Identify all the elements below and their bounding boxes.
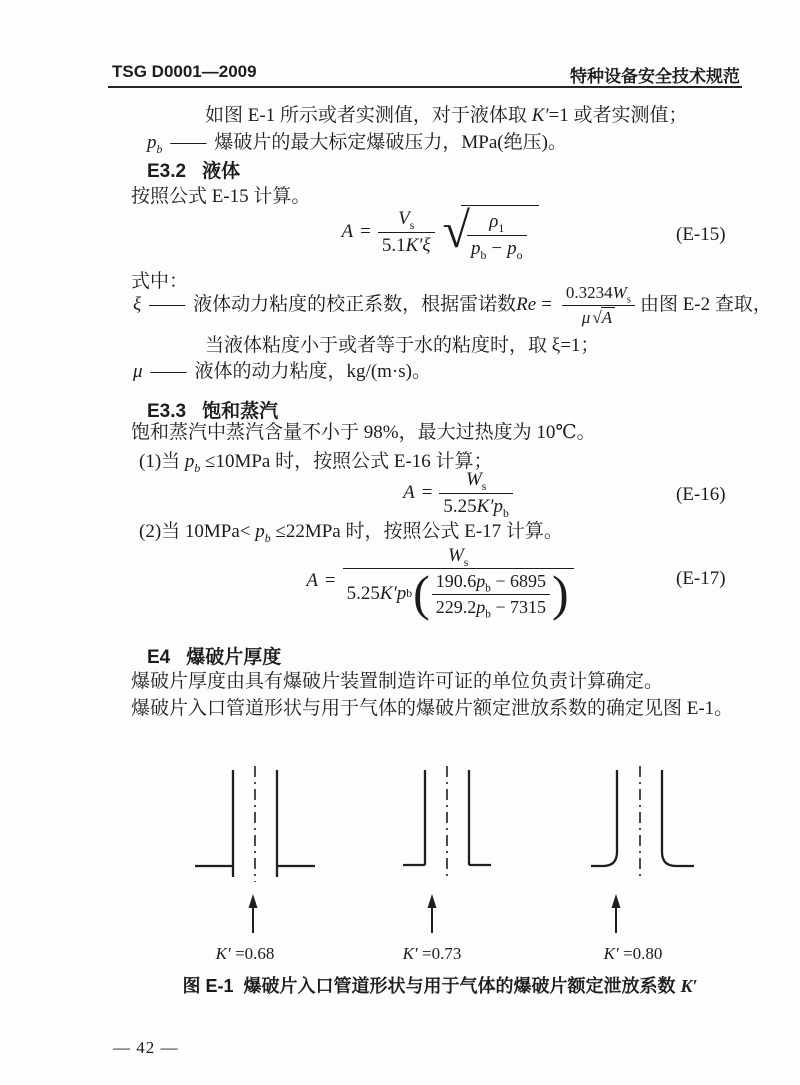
formula-e17 bbox=[150, 543, 730, 619]
formula-e16-label: (E-16) bbox=[676, 484, 726, 505]
big-paren-left: ( bbox=[413, 564, 430, 621]
big-paren-right: ) bbox=[552, 564, 569, 621]
definition-xi-text2: 由图 E-2 查取， bbox=[639, 294, 772, 315]
symbol-re: Re bbox=[516, 294, 537, 315]
header-doc-title: 特种设备安全技术规范 bbox=[570, 67, 740, 86]
re-fraction: $\frac{0.3234W_s}{\mu √A}$ bbox=[562, 283, 635, 326]
definition-pb bbox=[147, 131, 567, 155]
section-title: 液体 bbox=[202, 161, 241, 182]
figure-title: 爆破片入口管道形状与用于气体的爆破片额定泄放系数 bbox=[243, 976, 681, 996]
definition-dash: —— bbox=[150, 361, 185, 382]
section-heading-e32 bbox=[147, 156, 240, 183]
symbol-pb: $p_b$ bbox=[184, 451, 201, 475]
intro-tail: =1 或者实测值； bbox=[548, 105, 688, 126]
fraction: $\frac{V_s}{5.1K'\xi}$ bbox=[378, 208, 435, 256]
section-title: 饱和蒸汽 bbox=[202, 401, 279, 422]
equals-sign: = bbox=[541, 294, 552, 315]
k-label-2: K′ =0.73 bbox=[402, 944, 462, 963]
formula-e17-label: (E-17) bbox=[676, 568, 726, 589]
symbol-pb: $p_b$ bbox=[255, 521, 271, 545]
fraction: $\frac{W_s}{5.25K'p_b}$ bbox=[439, 469, 512, 517]
definition-dash: —— bbox=[149, 294, 184, 315]
flow-arrow-icon bbox=[428, 894, 437, 933]
header-rule bbox=[108, 86, 742, 88]
paragraph-xi-note: 当液体粘度小于或者等于水的粘度时，取 ξ=1； bbox=[205, 335, 600, 356]
flow-arrow-icon bbox=[612, 894, 621, 933]
definition-pb-text: 爆破片的最大标定爆破压力，MPa(绝压)。 bbox=[214, 132, 567, 153]
section-number: E4 bbox=[147, 647, 171, 668]
case1-post: ≤10MPa 时，按照公式 E-16 计算； bbox=[200, 451, 493, 472]
paragraph-case2 bbox=[139, 520, 563, 544]
formula-e15 bbox=[150, 200, 730, 264]
section-heading-e33 bbox=[147, 396, 278, 423]
formula-e16 bbox=[168, 469, 748, 520]
definition-xi bbox=[133, 281, 772, 329]
page-number: — 42 — bbox=[113, 1038, 179, 1057]
paragraph-shizhong: 式中： bbox=[131, 271, 189, 292]
paragraph-e32-intro: 按照公式 E-15 计算。 bbox=[131, 186, 311, 207]
case2-post: ≤22MPa 时，按照公式 E-17 计算。 bbox=[270, 521, 563, 542]
symbol-xi: ξ bbox=[133, 294, 142, 315]
pipe-inlet-flush bbox=[403, 766, 491, 878]
section-number: E3.3 bbox=[147, 401, 187, 422]
formula-e15-label: (E-15) bbox=[676, 224, 726, 245]
definition-mu-text: 液体的动力粘度，kg/(m·s)。 bbox=[194, 361, 431, 382]
case1-pre: (1)当 bbox=[139, 451, 185, 472]
definition-xi-text1: 液体动力粘度的校正系数，根据雷诺数 bbox=[193, 294, 517, 315]
fraction: $W_s$ 5.25 K′p b ( $\frac{190.6p_b - 6895}{229.2p_b - 7315}$ ) bbox=[343, 545, 574, 617]
figure-e1-diagram bbox=[170, 758, 770, 950]
intro-text: 如图 E-1 所示或者实测值，对于液体取 bbox=[205, 105, 532, 126]
paragraph-e4-line2: 爆破片入口管道形状与用于气体的爆破片额定泄放系数的确定见图 E-1。 bbox=[131, 698, 734, 719]
pipe-inlet-protruding bbox=[195, 766, 315, 882]
radical-sign: √ bbox=[442, 202, 470, 258]
case2-pre: (2)当 10MPa< bbox=[139, 521, 256, 542]
definition-mu bbox=[133, 360, 431, 384]
section-heading-e4 bbox=[147, 642, 281, 669]
section-number: E3.2 bbox=[147, 161, 187, 182]
formula-e15-body: A = $\frac{V_s}{5.1K'\xi}$ √ $\frac{\rho_1}{p_b - p_o}$ bbox=[342, 205, 539, 259]
symbol-k-prime: K′ bbox=[531, 105, 549, 126]
header-doc-number: TSG D0001—2009 bbox=[112, 62, 257, 81]
symbol-k-prime: K′ bbox=[680, 976, 698, 996]
paragraph-e4-line1: 爆破片厚度由具有爆破片装置制造许可证的单位负责计算确定。 bbox=[131, 671, 664, 692]
symbol-pb: $p_b$ bbox=[147, 132, 163, 156]
flow-arrow-icon bbox=[249, 894, 258, 933]
section-title: 爆破片厚度 bbox=[186, 647, 282, 668]
k-label-1: K′ =0.68 bbox=[215, 944, 275, 963]
k-label-3: K′ =0.80 bbox=[603, 944, 663, 963]
definition-dash: —— bbox=[170, 132, 205, 153]
inner-fraction: $\frac{190.6p_b - 6895}{229.2p_b - 7315}$ bbox=[432, 571, 550, 616]
formula-e16-body: A = $\frac{W_s}{5.25K'p_b}$ bbox=[403, 469, 513, 517]
formula-e17-body: A = $W_s$ 5.25 K′p b ( $\frac{190.6p_b - 6895}{229.2p_b - 7315}$ ) bbox=[306, 545, 573, 617]
radical-body: $\frac{\rho_1}{p_b - p_o}$ bbox=[461, 205, 539, 259]
figure-e1-caption bbox=[130, 972, 750, 998]
symbol-mu: μ bbox=[133, 361, 143, 382]
pipe-inlet-rounded bbox=[591, 766, 694, 880]
paragraph-e33-intro: 饱和蒸汽中蒸汽含量不小于 98%，最大过热度为 10℃。 bbox=[131, 422, 596, 443]
figure-number: 图 E-1 bbox=[182, 976, 234, 996]
paragraph-intro bbox=[205, 104, 688, 128]
